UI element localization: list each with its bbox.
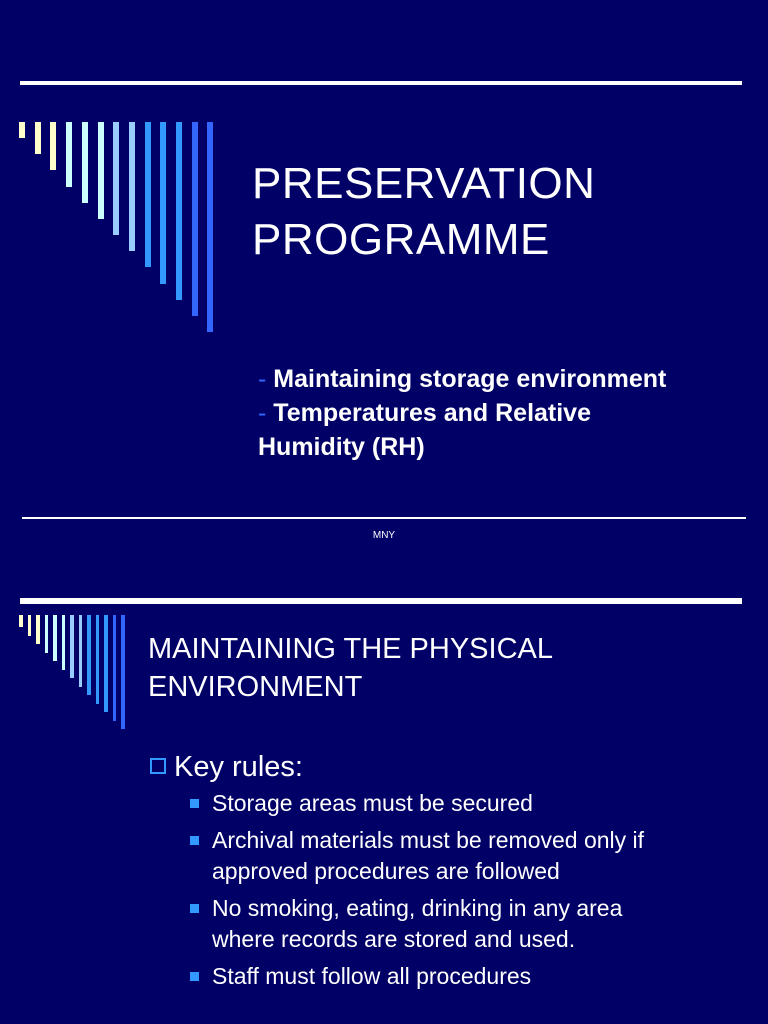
bottom-rule [22, 517, 746, 519]
list-item [190, 788, 730, 819]
list-item [190, 825, 730, 887]
decorative-bar [62, 615, 66, 670]
dash-marker: - [258, 399, 267, 427]
decorative-bar [79, 615, 83, 687]
square-bullet-icon [190, 972, 199, 981]
square-bullet-icon [190, 904, 199, 913]
subtitle-item [258, 362, 728, 396]
decorative-bar [35, 122, 41, 154]
bullet-text: approved procedures are followed [212, 858, 560, 884]
decorative-bar [19, 615, 23, 627]
bullet-text: Archival materials must be removed only if [212, 827, 645, 853]
list-item [190, 893, 730, 955]
bullet-text: Storage areas must be secured [212, 790, 533, 816]
slide-footer: MNY [372, 530, 396, 541]
decorative-bar [207, 122, 213, 332]
key-rules-heading [148, 750, 303, 784]
decorative-bar [70, 615, 74, 678]
bullet-text: No smoking, eating, drinking in any area [212, 895, 623, 921]
decorative-bar [160, 122, 166, 284]
subtitle-item [258, 396, 728, 430]
decorative-bar [28, 615, 32, 636]
top-rule [20, 81, 742, 85]
title-line: PROGRAMME [252, 215, 550, 264]
dash-marker: - [258, 365, 267, 393]
decorative-bar [176, 122, 182, 300]
decorative-bar [19, 122, 25, 138]
title-line: PRESERVATION [252, 159, 596, 208]
decorative-bar [192, 122, 198, 316]
decorative-bar [104, 615, 108, 712]
slide-title [148, 630, 748, 706]
list-item [190, 961, 730, 992]
subtitle-text: Maintaining storage environment [273, 365, 667, 393]
top-rule [20, 598, 742, 604]
subtitle-block [258, 362, 728, 464]
bullet-text: Staff must follow all procedures [212, 963, 532, 989]
decorative-bar [36, 615, 40, 644]
bullet-text: where records are stored and used. [212, 926, 576, 952]
slide-title [252, 156, 595, 268]
square-bullet-icon [190, 799, 199, 808]
decorative-bar [87, 615, 91, 695]
title-line: ENVIRONMENT [148, 671, 363, 703]
decorative-bar [129, 122, 135, 251]
decorative-bar [50, 122, 56, 170]
decorative-bar [113, 122, 119, 235]
decorative-bar [82, 122, 88, 203]
rules-list [190, 788, 730, 998]
title-line: MAINTAINING THE PHYSICAL [148, 633, 553, 665]
decorative-bar [66, 122, 72, 187]
decorative-bar [96, 615, 100, 704]
decorative-bar [45, 615, 49, 653]
subtitle-text: Temperatures and Relative [273, 399, 591, 427]
decorative-bar [113, 615, 117, 721]
decorative-bar [121, 615, 125, 729]
square-bullet-icon [190, 836, 199, 845]
decorative-bar [145, 122, 151, 267]
level1-text: Key rules: [174, 751, 303, 783]
decorative-bar [53, 615, 57, 661]
slide-2 [0, 560, 768, 1024]
checkbox-bullet-icon [150, 758, 166, 774]
decorative-bar [98, 122, 104, 219]
subtitle-text-continued: Humidity (RH) [258, 433, 425, 461]
